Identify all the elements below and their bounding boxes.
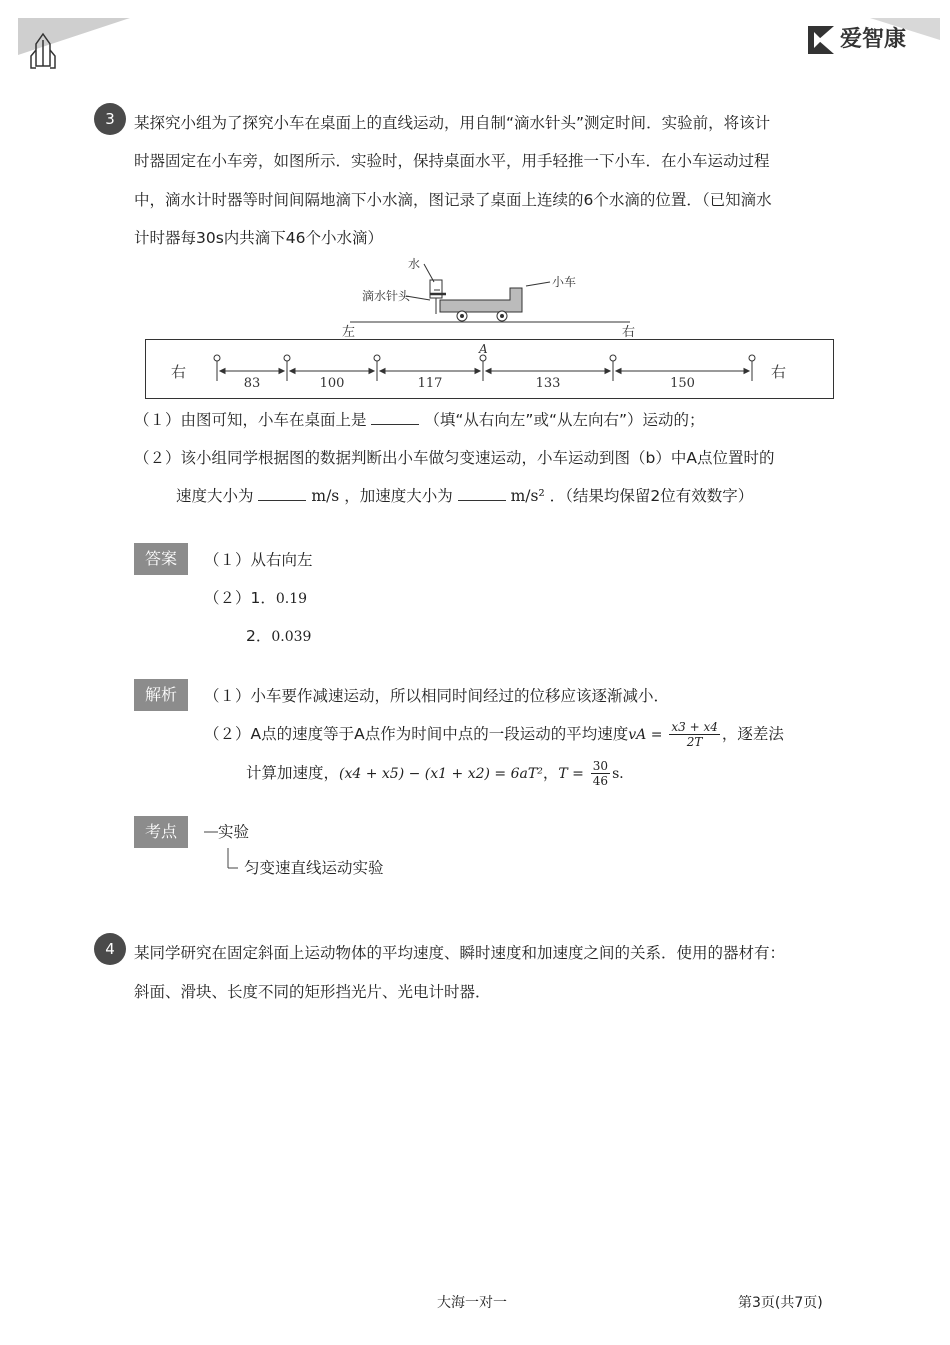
q3-part1 (134, 410, 705, 430)
q3-speed-blank[interactable] (258, 486, 306, 501)
velocity-fraction-numerator: x3 + x4 (671, 720, 718, 734)
successive-difference-equation: (x4 + x5) − (x1 + x2) = 6aT² (339, 766, 543, 782)
q4-stem-line-2: 斜面、滑块、长度不同的矩形挡光片、光电计时器． (134, 983, 491, 1001)
answer-accel-value: 0.039 (271, 629, 312, 645)
distance-label-5: 150 (670, 376, 695, 391)
question-number-badge-4: 4 (94, 933, 126, 965)
answer-tag: 答案 (134, 543, 188, 575)
knowledge-point-tag: 考点 (134, 816, 188, 848)
answer-line-2-label: （２）1． (204, 589, 276, 607)
analysis-line-3 (246, 755, 633, 792)
velocity-fraction-denominator: 2T (686, 735, 703, 749)
q3-stem-line-3: 中，滴水计时器等时间间隔地滴下小水滴，图记录了桌面上连续的6个水滴的位置．（已知滴水 (134, 191, 772, 209)
distance-label-4: 133 (535, 376, 561, 391)
analysis-line-3-text: 计算加速度， (246, 764, 340, 782)
label-left: 左 (342, 325, 356, 340)
water-container (430, 280, 442, 298)
answer-line-3-label: 2． (246, 627, 272, 645)
label-needle: 滴水针头 (362, 289, 411, 303)
footer-center: 大海一对一 (437, 1295, 507, 1311)
q3-part1-suffix: （填“从右向左”或“从左向右”）运动的； (424, 411, 705, 429)
q3-accel-blank[interactable] (458, 486, 506, 501)
analysis-line-2-text: （２）A点的速度等于A点作为时间中点的一段运动的平均速度 (204, 725, 629, 743)
q3-part2-accel-label: ，加速度大小为 (344, 487, 453, 505)
knowledge-point-1: 实验 (218, 823, 250, 841)
label-right: 右 (622, 325, 636, 340)
analysis-line-2 (204, 716, 784, 753)
answer-line-1: （１）从右向左 (204, 551, 313, 569)
brand-logo-icon (808, 26, 836, 54)
analysis-line-2-tail: ，逐差法 (721, 725, 784, 743)
water-drop-3 (374, 355, 380, 361)
period-unit: s． (612, 766, 634, 782)
q3-stem-line-1: 某探究小组为了探究小车在桌面上的直线运动，用自制“滴水针头”测定时间．实验前，将该计 (134, 114, 771, 132)
q3-part1-blank[interactable] (371, 410, 419, 425)
header-left-decoration (0, 0, 140, 80)
water-drop-6 (749, 355, 755, 361)
label-car: 小车 (552, 275, 577, 289)
q3-part2-line2 (176, 486, 753, 506)
q3-part2-line1: （２）该小组同学根据图的数据判断出小车做匀变速运动，小车运动到图（b）中A点位置时的 (134, 449, 775, 467)
distance-label-2: 100 (319, 376, 345, 391)
water-drop-1 (214, 355, 220, 361)
water-drops-figure (145, 339, 835, 401)
label-water: 水 (408, 257, 421, 271)
knowledge-point-2: 匀变速直线运动实验 (244, 859, 384, 877)
q3-stem-line-2: 时器固定在小车旁，如图所示．实验时，保持桌面水平，用手轻推一下小车．在小车运动过程 (134, 152, 770, 170)
q3-accel-unit: m/s² (510, 487, 545, 505)
analysis-line-3-comma: ， (542, 764, 559, 782)
distance-label-1: 83 (243, 376, 261, 391)
apparatus-figure (330, 252, 650, 340)
period-fraction-numerator: 30 (592, 759, 609, 773)
period-symbol: T = (558, 766, 584, 782)
point-a-label: A (479, 342, 488, 356)
distance-label-3: 117 (417, 376, 443, 391)
analysis-line-1: （１）小车要作减速运动，所以相同时间经过的位移应该逐渐减小． (204, 687, 670, 705)
brand-name: 爱智康 (840, 27, 907, 52)
velocity-symbol: vA = (628, 727, 663, 743)
q3-part2-note: ．（结果均保留2位有效数字） (549, 487, 754, 505)
q4-stem-line-1: 某同学研究在固定斜面上运动物体的平均速度、瞬时速度和加速度之间的关系．使用的器材有： (134, 944, 786, 962)
period-fraction-denominator: 46 (592, 774, 609, 788)
q3-speed-unit: m/s (311, 487, 340, 505)
label-right-end-left: 右 (171, 363, 187, 381)
page-number: 第3页(共7页) (738, 1295, 823, 1311)
answer-line-3 (246, 626, 311, 647)
period-fraction (591, 759, 610, 788)
velocity-fraction (669, 720, 720, 749)
answer-line-2 (204, 588, 307, 609)
label-right-end-right: 右 (771, 363, 787, 381)
answer-speed-value: 0.19 (275, 591, 308, 607)
water-drop-2 (284, 355, 290, 361)
car-body (440, 288, 522, 312)
analysis-tag: 解析 (134, 679, 188, 711)
q3-stem-line-4: 计时器每30s内共滴下46个小水滴） (134, 229, 384, 247)
q3-part2-speed-label: 速度大小为 (176, 487, 254, 505)
question-number-badge: 3 (94, 103, 126, 135)
q3-part1-prefix: （１）由图可知，小车在桌面上是 (134, 411, 367, 429)
water-drop-5 (610, 355, 616, 361)
